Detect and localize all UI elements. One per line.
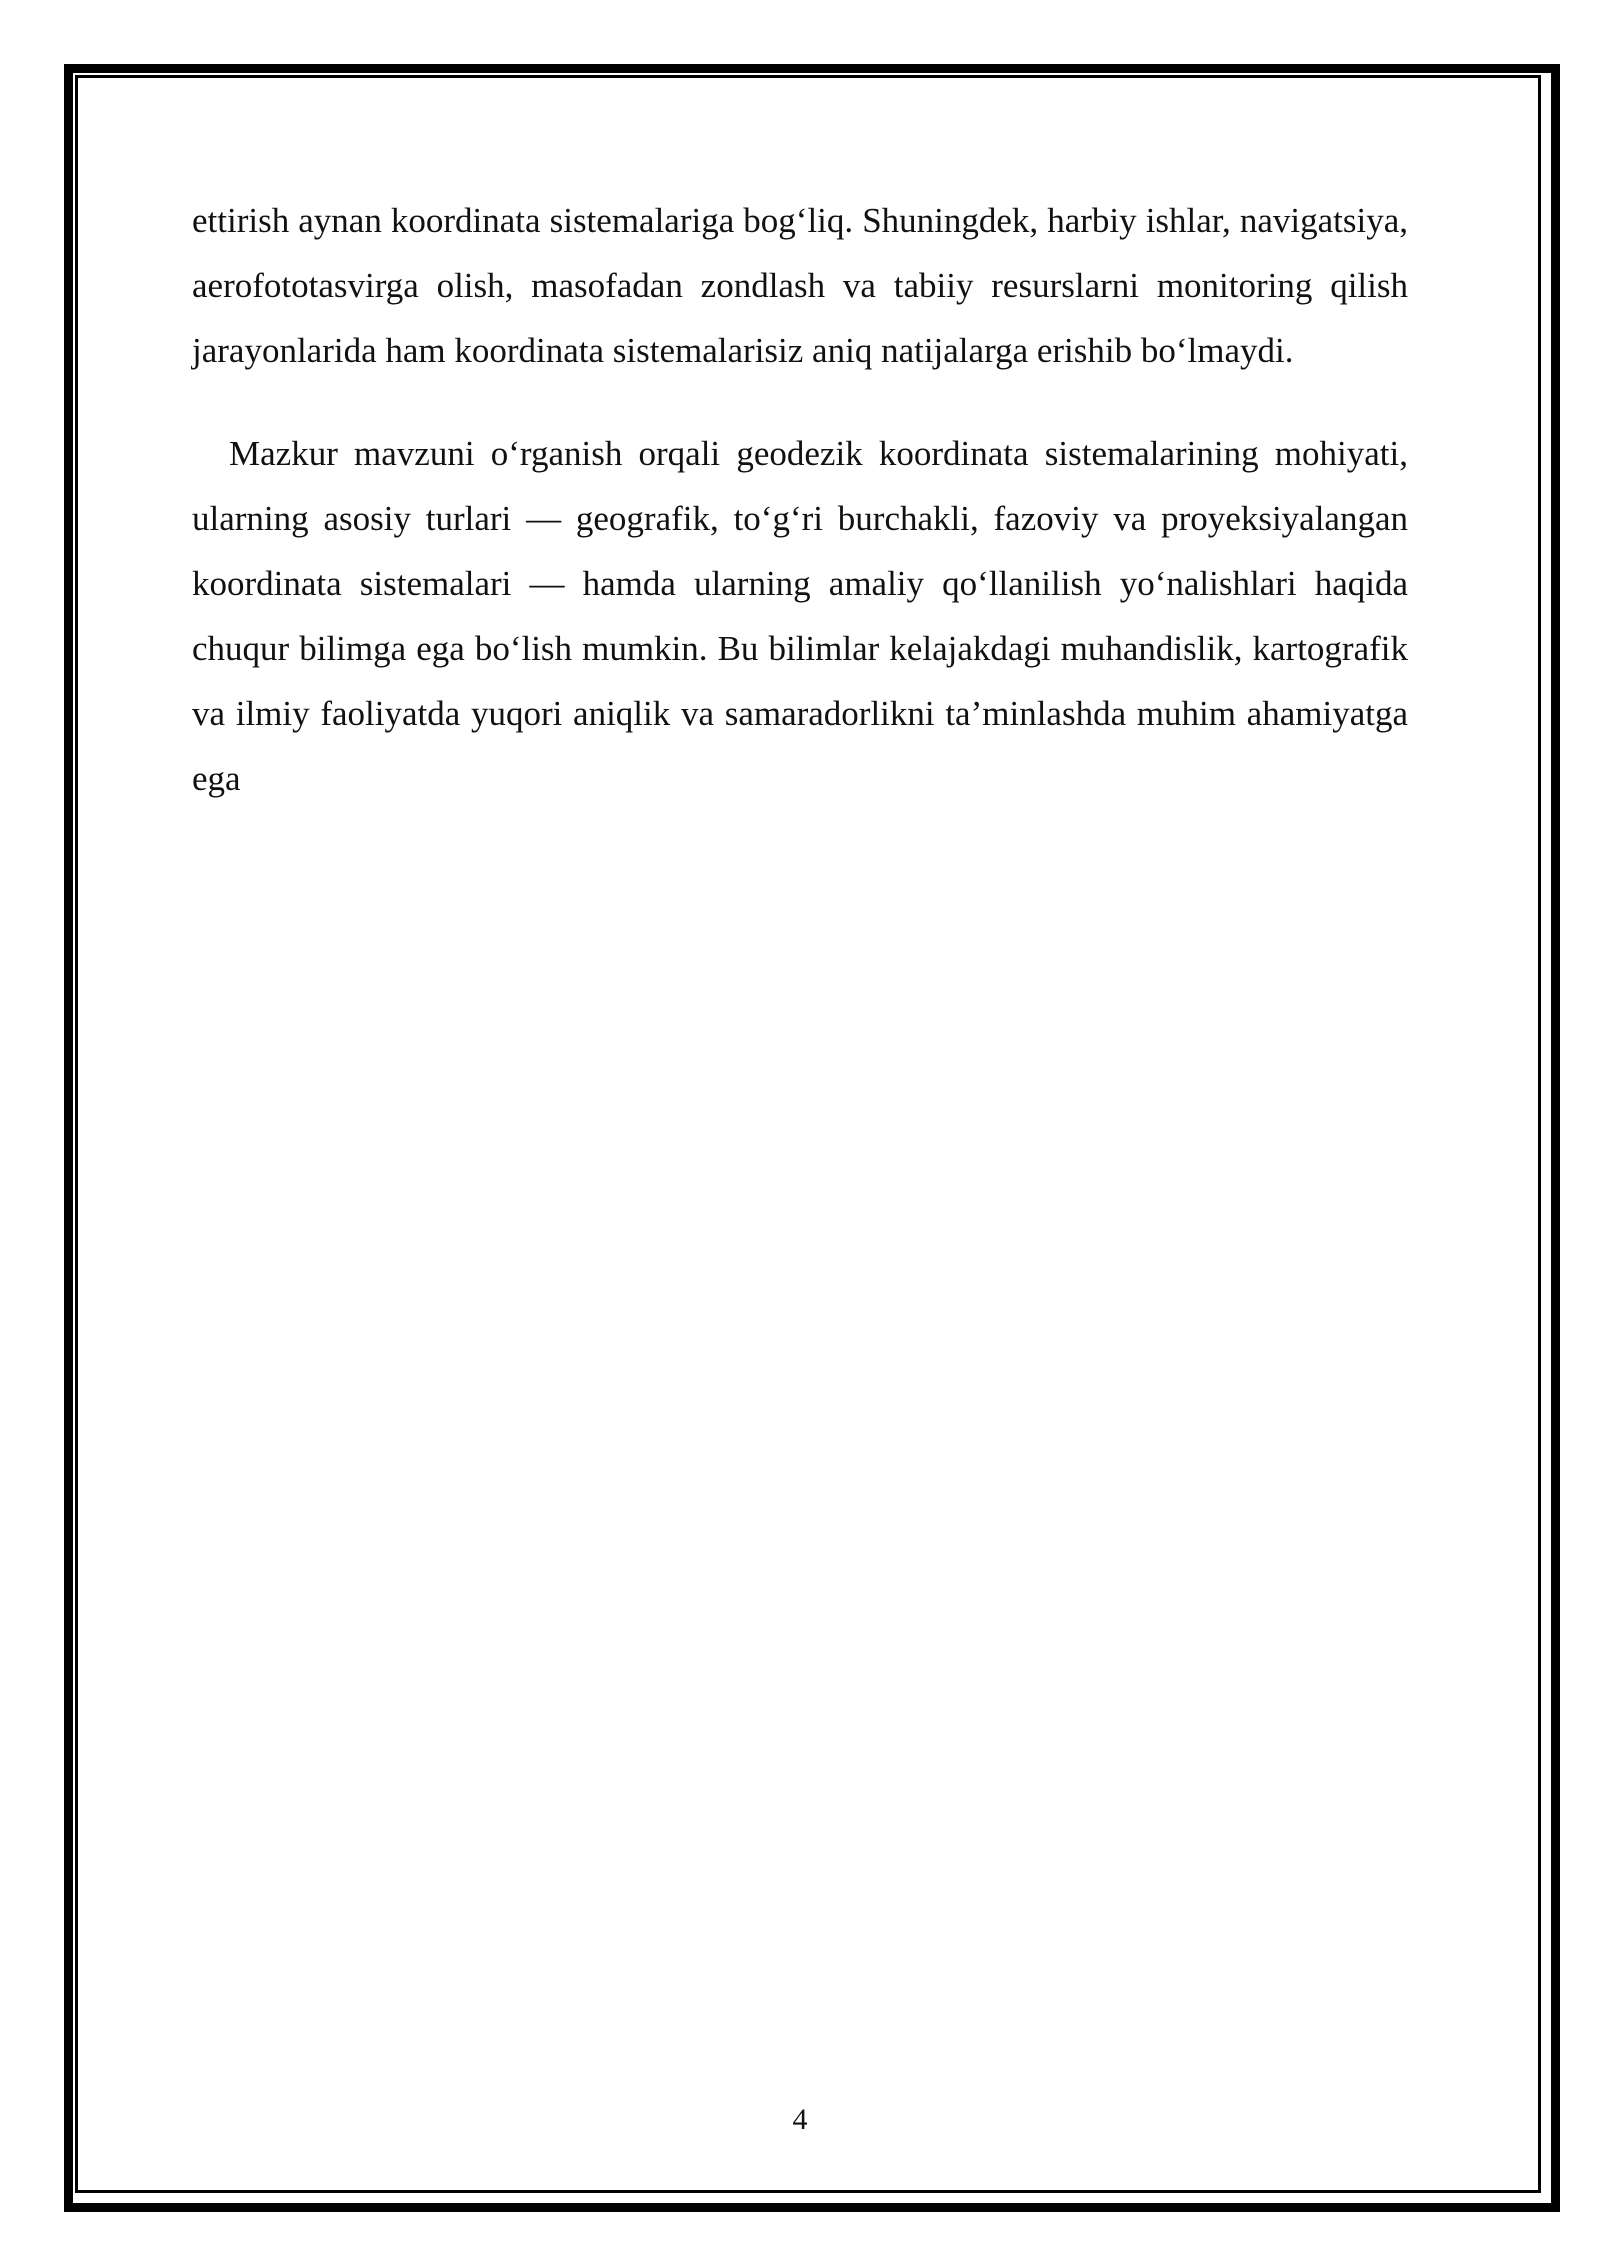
paragraph: Mazkur mavzuni o‘rganish orqali geodezik koordinata sistemalarining mohiyati, ularning asosiy turlari — geografik, to‘g‘ri burchakli, fazoviy va proyeksiyalangan koordinata sistemalari — hamda ularning amaliy qo‘llanilish yo‘nalishlari haqida chuqur bilimga ega bo‘lish mumkin. Bu bilimlar kelajakdagi muhandislik, kartografik va ilmiy faoliyatda yuqori aniqlik va samaradorlikni ta’minlashda muhim ahamiyatga ega — [192, 434, 1408, 798]
page-number: 4 — [792, 2103, 808, 2136]
page-body — [192, 188, 1408, 811]
paragraph: ettirish aynan koordinata sistemalariga bog‘liq. Shuningdek, harbiy ishlar, navigatsiya, aerofototasvirga olish, masofadan zondlash va tabiiy resurslarni monitoring qilish jarayonlarida ham koordinata sistemalarisiz aniq natijalarga erishib bo‘lmaydi. — [192, 201, 1408, 370]
